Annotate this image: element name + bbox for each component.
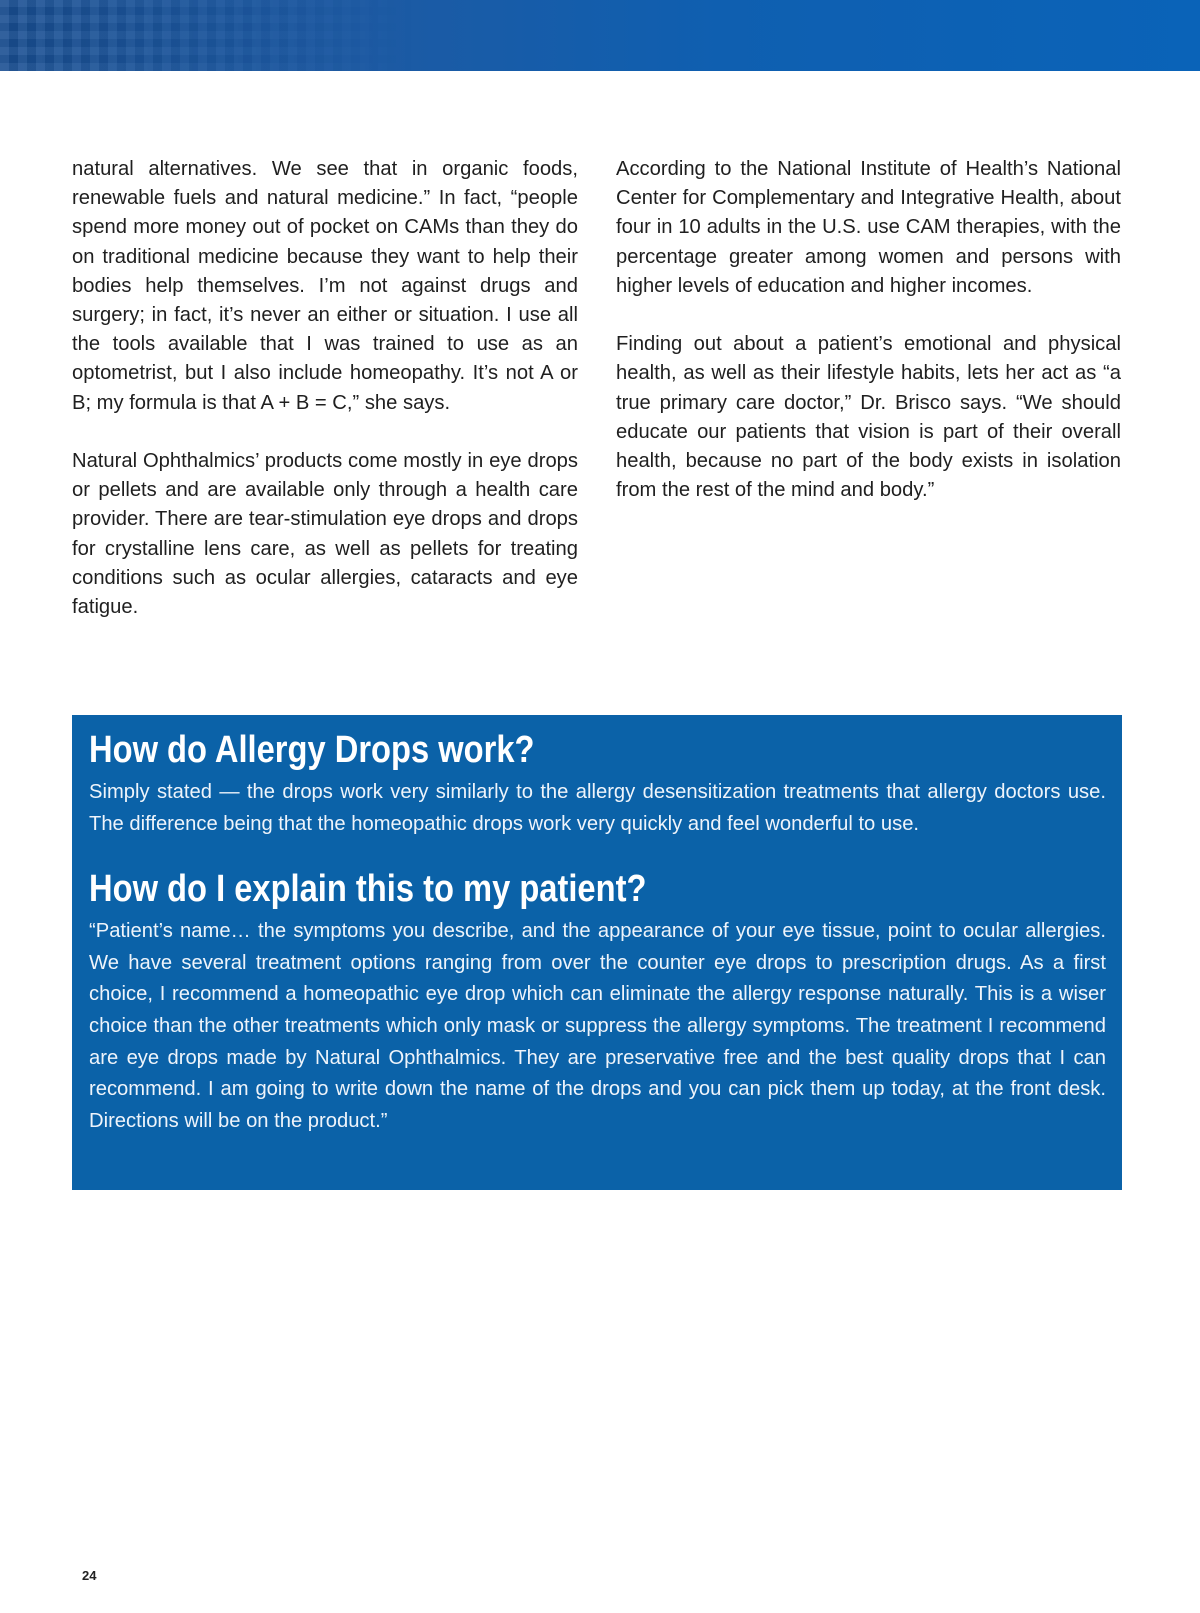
left-column bbox=[72, 155, 578, 622]
callout-answer-explain-to-patient: “Patient’s name… the symptoms you describe, and the appearance of your eye tissue, point to ocular allergies. We have several treatment options ranging from over the counter eye drops to prescription drugs. As a first choice, I recommend a homeopathic eye drop which can eliminate the allergy response naturally. This is a wiser choice than the other treatments which only mask or suppress the allergy symptoms. The treatment I recommend are eye drops made by Natural Ophthalmics. They are preservative free and the best quality drops that I can recommend. I am going to write down the name of the drops and you can pick them up today, at the front desk. Directions will be on the product.” bbox=[89, 920, 1106, 1132]
banner-pattern bbox=[0, 0, 420, 71]
allergy-drops-callout bbox=[72, 715, 1122, 1190]
header-banner bbox=[0, 0, 1200, 71]
callout-answer-how-drops-work: Simply stated — the drops work very similarly to the allergy desensitization treatments that allergy doctors use. The difference being that the homeopathic drops work very quickly and feel wonderful to use. bbox=[89, 781, 1106, 835]
right-paragraph-1: According to the National Institute of Health’s National Center for Complementary and Integrative Health, about four in 10 adults in the U.S. use CAM therapies, with the percentage greater among women and persons with higher levels of education and higher incomes. bbox=[616, 158, 1121, 297]
callout-heading-how-drops-work: How do Allergy Drops work? bbox=[89, 729, 535, 771]
right-column bbox=[616, 155, 1121, 505]
right-paragraph-2: Finding out about a patient’s emotional and physical health, as well as their lifestyle habits, lets her act as “a true primary care doctor,” Dr. Brisco says. “We should educate our patients that vision is part of their overall health, because no part of the body exists in isolation from the rest of the mind and body.” bbox=[616, 333, 1121, 502]
left-paragraph-1: natural alternatives. We see that in organic foods, renewable fuels and natural medicine.” In fact, “people spend more money out of pocket on CAMs than they do on traditional medicine because they want to help their bodies help themselves. I’m not against drugs and surgery; in fact, it’s never an either or situation. I use all the tools available that I was trained to use as an optometrist, but I also include homeopathy. It’s not A or B; my formula is that A + B = C,” she says. bbox=[72, 158, 578, 414]
page-number: 24 bbox=[82, 1568, 97, 1583]
callout-heading-explain-to-patient: How do I explain this to my patient? bbox=[89, 868, 647, 911]
left-paragraph-2: Natural Ophthalmics’ products come mostly in eye drops or pellets and are available only through a health care provider. There are tear-stimulation eye drops and drops for crystalline lens care, as well as pellets for treating conditions such as ocular allergies, cataracts and eye fatigue. bbox=[72, 450, 578, 619]
